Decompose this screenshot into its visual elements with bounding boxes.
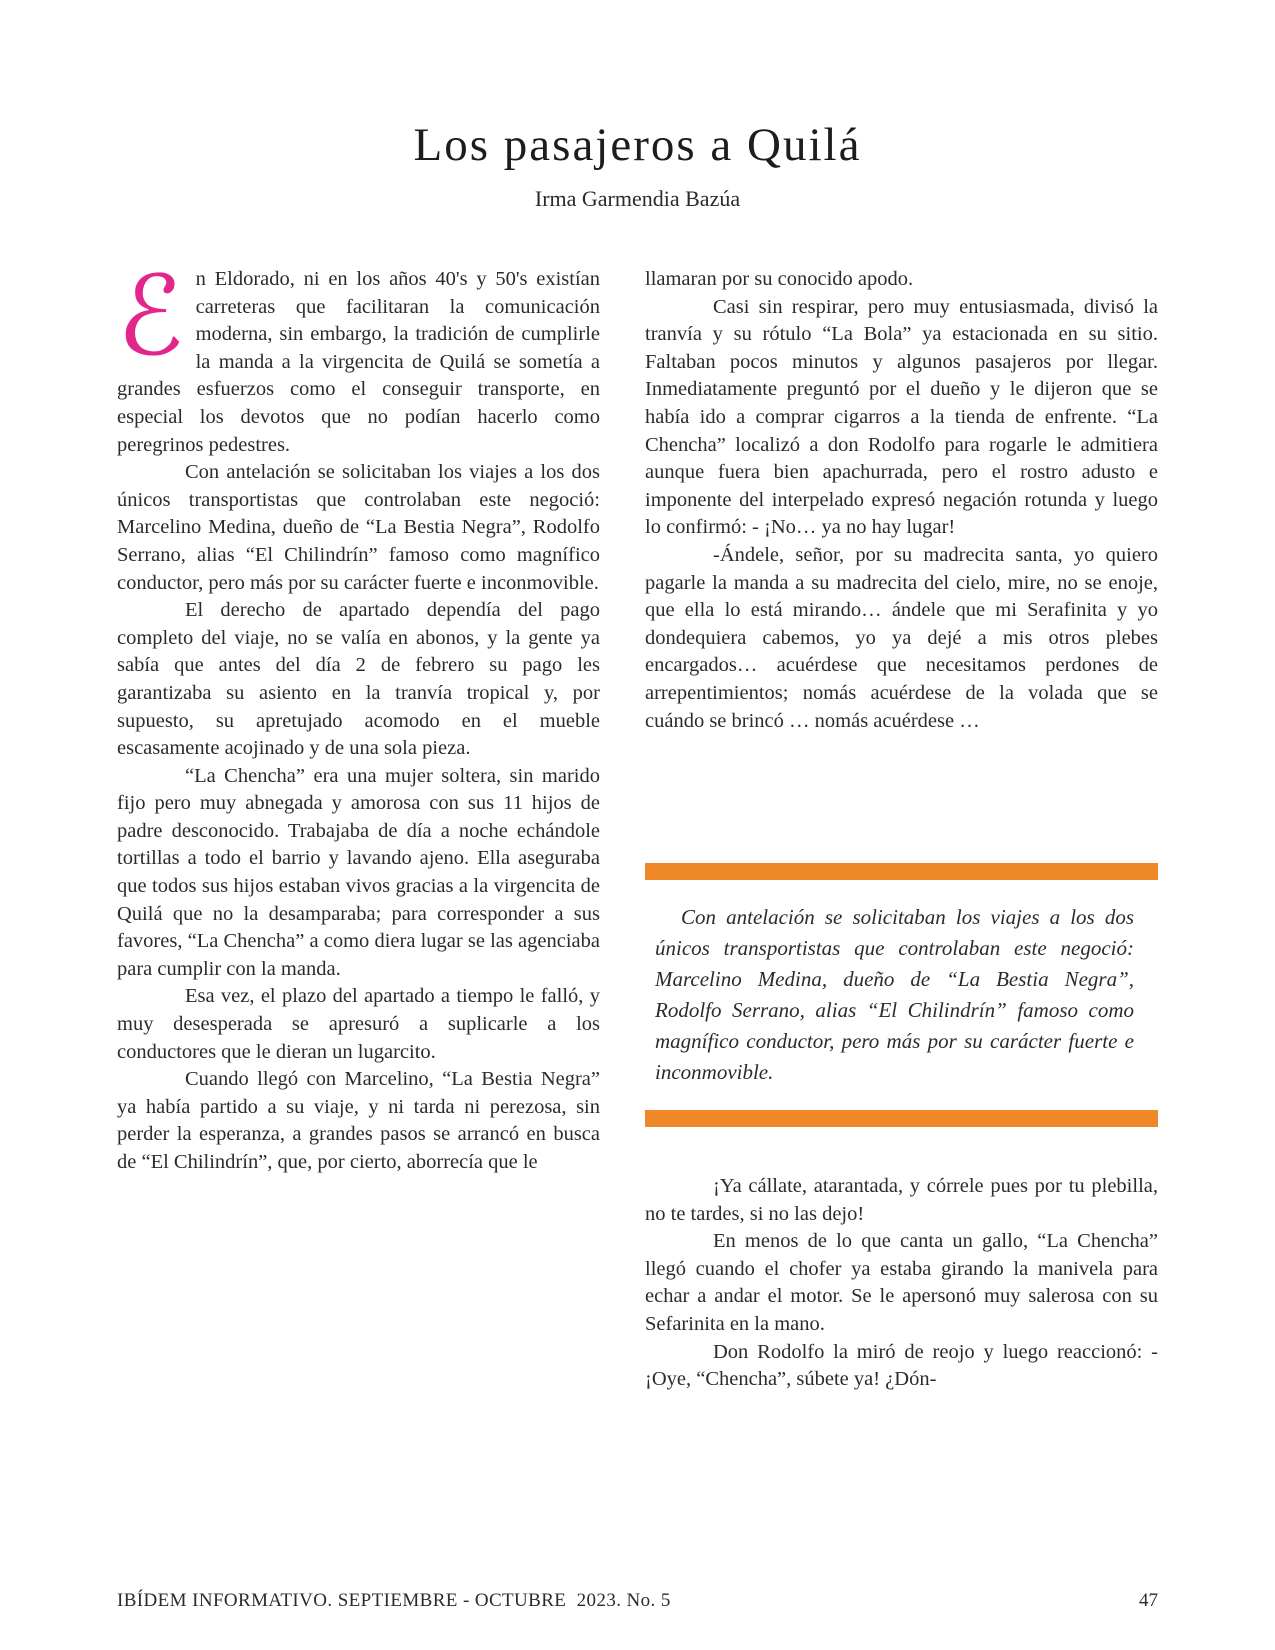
- article-header: [0, 0, 1275, 212]
- paragraph-text: n Eldorado, ni en los años 40's y 50's existían carreteras que facilitaran la comunicación moderna, sin embargo, la tradición de cumplirle la manda a la virgencita de Quilá se sometía a grandes esfuerzos como el conseguir transporte, en especial los devotos que no podían hacerlo como peregrinos pedestres.: [117, 268, 600, 456]
- page-footer: [117, 1590, 1158, 1612]
- paragraph: En menos de lo que canta un gallo, “La Chencha” llegó cuando el chofer ya estaba girando la manivela para echar a andar el motor. Se le apersonó muy salerosa con su Sefarinita en la mano.: [645, 1230, 1158, 1336]
- paragraph: Esa vez, el plazo del apartado a tiempo le falló, y muy desesperada se apresuró a suplicarle a los conductores que le dieran un lugarcito.: [117, 985, 600, 1063]
- footer-journal-info: IBÍDEM INFORMATIVO. SEPTIEMBRE - OCTUBRE 2023. No. 5: [117, 1590, 671, 1611]
- paragraph: [117, 252, 600, 459]
- paragraph: Don Rodolfo la miró de reojo y luego reaccionó: -¡Oye, “Chencha”, súbete ya! ¿Dón-: [645, 1340, 1158, 1391]
- article-title: Los pasajeros a Quilá: [413, 119, 862, 171]
- left-column: [117, 252, 600, 1394]
- article-body: [0, 252, 1275, 1394]
- paragraph: El derecho de apartado dependía del pago completo del viaje, no se valía en abonos, y la gente ya sabía que antes del día 2 de febrero su pago les garantizaba su asiento en la tranvía tropical y, por supuesto, su apretujado acomodo en el mueble escasamente acojinado y de una sola pieza.: [117, 599, 600, 760]
- paragraph: Casi sin respirar, pero muy entusiasmada, divisó la tranvía y su rótulo “La Bola” ya estacionada en su sitio. Faltaban pocos minutos y algunos pasajeros por llegar. Inmediatamente preguntó por el dueño y le dijeron que se había ido a comprar cigarros a la tienda de enfrente. “La Chencha” localizó a don Rodolfo para rogarle le admitiera aunque fuera bien apachurrada, pero el rostro adusto e imponente del interpelado expresó negación rotunda y luego lo confirmó: - ¡No… ya no hay lugar!: [645, 295, 1158, 539]
- pull-quote-top-bar: [645, 863, 1158, 880]
- paragraph: Con antelación se solicitaban los viajes a los dos únicos transportistas que controlaban este negoció: Marcelino Medina, dueño de “La Bestia Negra”, Rodolfo Serrano, alias “El Chilindrín” famoso como magnífico conductor, pero más por su carácter fuerte e inconmovible.: [117, 461, 600, 594]
- paragraph: “La Chencha” era una mujer soltera, sin marido fijo pero muy abnegada y amorosa con sus 11 hijos de padre desconocido. Trabajaba de día a noche echándole tortillas a todo el barrio y lavando ajeno. Ella aseguraba que todos sus hijos estaban vivos gracias a la virgencita de Quilá que no la desamparaba; para corresponder a sus favores, “La Chencha” a como diera lugar se las agenciaba para cumplir con la manda.: [117, 764, 600, 980]
- paragraph: llamaran por su conocido apodo.: [645, 268, 914, 290]
- pull-quote-text: Con antelación se solicitaban los viajes a los dos únicos transportistas que controlaban este negoció: Marcelino Medina, dueño de “La Bestia Negra”, Rodolfo Serrano, alias “El Chilindrín” famoso como magnífico conductor, pero más por su carácter fuerte e inconmovible.: [655, 905, 1134, 1085]
- right-column: [645, 266, 1158, 1394]
- paragraph: Cuando llegó con Marcelino, “La Bestia Negra” ya había partido a su viaje, y ni tarda ni perezosa, sin perder la esperanza, a grandes pasos se arrancó en busca de “El Chilindrín”, que, por cierto, aborrecía que le: [117, 1068, 600, 1173]
- article-author: Irma Garmendia Bazúa: [534, 186, 741, 211]
- paragraph: -Ándele, señor, por su madrecita santa, yo quiero pagarle la manda a su madrecita del cielo, mire, no se enoje, que ella lo está mirando… ándele que mi Serafinita y yo dondequiera cabemos, yo ya dejé a mis otros plebes encargados… acuérdese que necesitamos perdones de arrepentimientos; nomás acuérdese de la volada que se cuándo se brincó … nomás acuérdese …: [645, 543, 1158, 732]
- page-number: 47: [1139, 1590, 1158, 1611]
- pull-quote: [645, 863, 1158, 1127]
- pull-quote-bottom-bar: [645, 1110, 1158, 1127]
- drop-cap: ℰ: [117, 252, 184, 380]
- paragraph: ¡Ya cállate, atarantada, y córrele pues por tu plebilla, no te tardes, si no las dejo!: [645, 1175, 1158, 1225]
